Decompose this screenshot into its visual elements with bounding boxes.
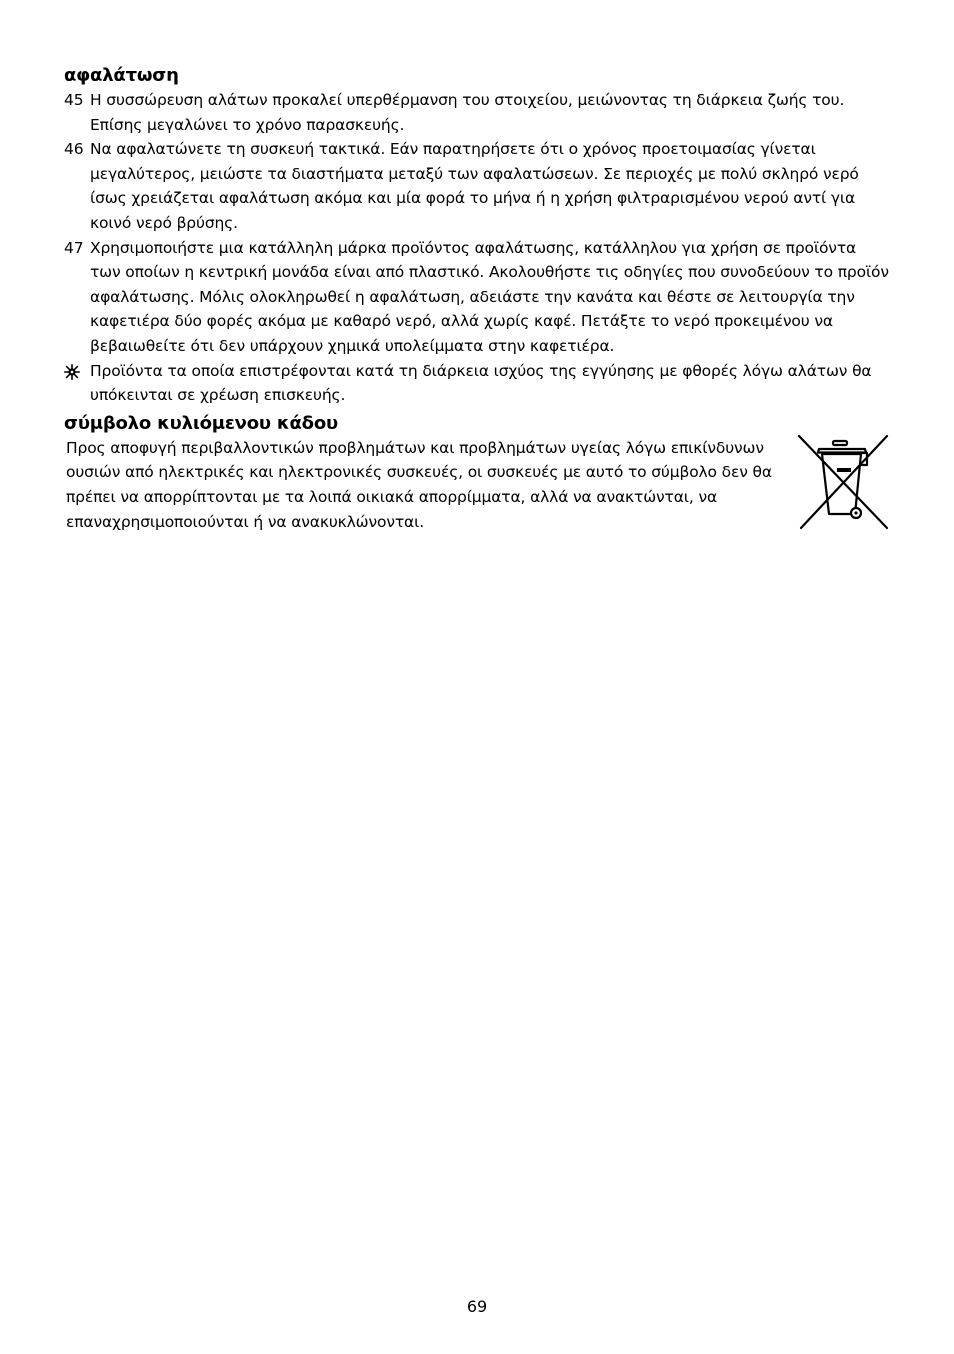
warning-text: Προϊόντα τα οποία επιστρέφονται κατά τη διάρκεια ισχύος της εγγύησης με φθορές λόγω αλάτων θα υπόκεινται σε χρέωση επισκευής. [90,361,872,405]
page-content [64,64,890,534]
list-item [64,137,890,235]
page-number: 69 [466,1297,488,1316]
disposal-text: Προς αποφυγή περιβαλλοντικών προβλημάτων και προβλημάτων υγείας λόγω επικίνδυνων ουσιών από ηλεκτρικές και ηλεκτρονικές συσκευές, οι συσκευές με αυτό το σύμβολο δεν θα πρέπει να απορρίπτονται με τα λοιπά οικιακά απορρίμματα, αλλά να ανακτώνται, να επαναχρησιμοποιούνται ή να ανακυκλώνονται. [66,438,772,531]
warning-star-icon [64,364,80,380]
warning-item [64,359,890,408]
section-title-disposal: σύμβολο κυλιόμενου κάδου [64,412,338,434]
item-number: 45 [64,91,84,109]
section-title-descaling: αφαλάτωση [64,65,179,86]
crossed-out-wheelie-bin-icon [795,432,891,532]
list-item [64,236,890,359]
item-number: 47 [64,238,84,257]
item-text: Η συσσώρευση αλάτων προκαλεί υπερθέρμανση του στοιχείου, μειώνοντας τη διάρκεια ζωής του. Επίσης μεγαλώνει το χρόνο παρασκευής. [90,91,845,134]
item-text: Να αφαλατώνετε τη συσκευή τακτικά. Εάν παρατηρήσετε ότι ο χρόνος προετοιμασίας γίνεται μεγαλύτερος, μειώστε τα διαστήματα μεταξύ των αφαλατώσεων. Σε περιοχές με πολύ σκληρό νερό ίσως χρειάζεται αφαλάτωση ακόμα και μία φορά το μήνα ή η χρήση φιλτραρισμένου νερού αντί για κοινό νερό βρύσης. [90,140,859,232]
disposal-section [64,436,890,534]
item-text: Χρησιμοποιήστε μια κατάλληλη μάρκα προϊόντος αφαλάτωσης, κατάλληλου για χρήση σε προϊόντα των οποίων η κεντρική μονάδα είναι από πλαστικό. Ακολουθήστε τις οδηγίες που συνοδεύουν το προϊόν αφαλάτωσης. Μόλις ολοκληρωθεί η αφαλάτωση, αδειάστε την κανάτα και θέστε σε λειτουργία την καφετιέρα δύο φορές ακόμα με καθαρό νερό, αλλά χωρίς καφέ. Πετάξτε το νερό προκειμένου να βεβαιωθείτε ότι δεν υπάρχουν χημικά υπολείμματα στην καφετιέρα. [90,238,889,355]
list-item [64,88,890,137]
item-number: 46 [64,140,84,159]
